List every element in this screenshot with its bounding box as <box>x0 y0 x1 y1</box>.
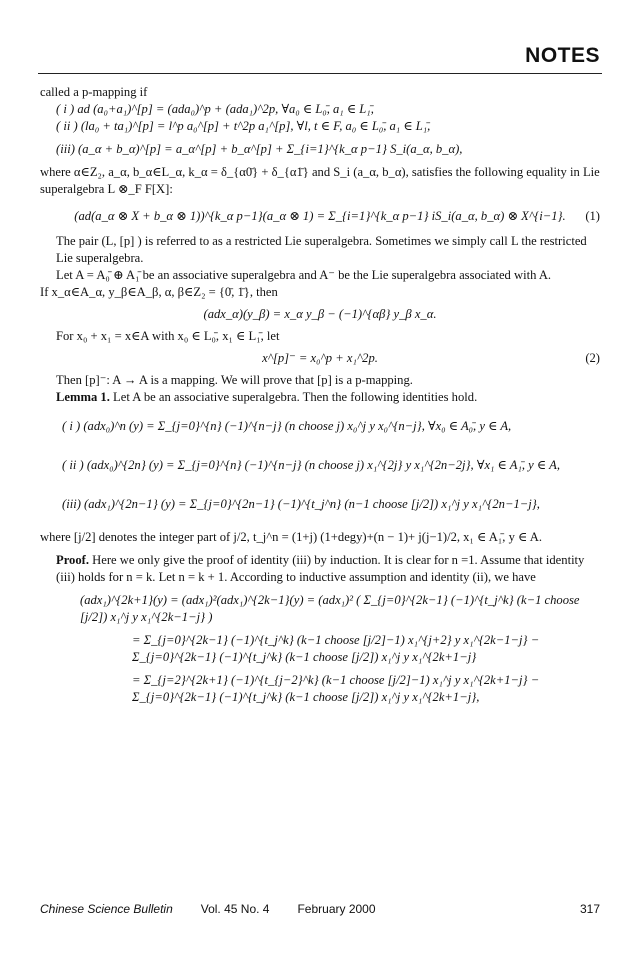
adx-equation: (adx_α)(y_β) = x_α y_β − (−1)^{αβ} y_β x_α. <box>203 307 437 321</box>
publication-date: February 2000 <box>297 902 376 916</box>
proof-paragraph <box>40 552 600 586</box>
lemma-identity-iii: (iii) (adx₁)^{2n−1} (y) = Σ_{j=0}^{2n−1} (−1)^{t_j^n} (n−1 choose [j/2]) x₁^j y x₁^{2n−1−j}, <box>62 497 540 511</box>
lemma-identity-ii: ( ii ) (adx₀)^{2n} (y) = Σ_{j=0}^{n} (−1)^{n−j} (n choose j) x₁^{2j} y x₁^{2n−2j}, ∀x₁ ∈ A₁̄, y ∈ A, <box>62 458 560 472</box>
where-paragraph: where α∈Z₂, a_α, b_α∈L_α, k_α = δ_{α0̄} + δ_{α1̄} and S_i (a_α, b_α), satisfies the following equality in Lie superalgebra L ⊗_F F[X]: <box>40 165 600 196</box>
lemma-text: Let A be an associative superalgebra. Then the following identities hold. <box>113 390 478 404</box>
condition-i: ( i ) ad (a₀+a₁)^[p] = (ada₀)^p + (ada₁)^2p, ∀a₀ ∈ L₀̄, a₁ ∈ L₁̄, <box>56 102 374 116</box>
derivation-line-2: = Σ_{j=0}^{2k−1} (−1)^{t_j^k} (k−1 choose [j/2]−1) x₁^{j+2} y x₁^{2k−1−j} − Σ_{j=0}^{2k−1} (−1)^{t_j^k} (k−1 choose [j/2]) x₁^j y x₁^{2k+1−j} <box>132 633 540 664</box>
lemma-identity-i: ( i ) (adx₀)^n (y) = Σ_{j=0}^{n} (−1)^{n−j} (n choose j) x₀^j y x₀^{n−j}, ∀x₀ ∈ A₀̄, y ∈ A, <box>62 419 512 433</box>
equation-2-number: (2) <box>585 351 600 365</box>
derivation-line-3: = Σ_{j=2}^{2k+1} (−1)^{t_{j−2}^k} (k−1 choose [j/2]−1) x₁^j y x₁^{2k+1−j} − Σ_{j=0}^{2k−1} (−1)^{t_j^k} (k−1 choose [j/2]) x₁^j y x₁^{2k+1−j}, <box>132 673 540 704</box>
equation-1 <box>40 208 600 225</box>
lemma-label: Lemma 1. <box>56 390 110 404</box>
for-paragraph: For x₀ + x₁ = x∈A with x₀ ∈ L₀̄, x₁ ∈ L₁̄, let <box>56 329 280 343</box>
equation-2 <box>40 350 600 367</box>
proof-text: Here we only give the proof of identity (iii) by induction. It is clear for n =1. Assume that identity (iii) holds for n = k. Let n = k + 1. According to inductive assumption and identity (ii), we have <box>56 553 585 584</box>
let-paragraph: Let A = A₀̄ ⊕ A₁̄ be an associative superalgebra and A⁻ be the Lie superalgebra associated with A. <box>56 268 552 282</box>
equation-1-body: (ad(a_α ⊗ X + b_α ⊗ 1))^{k_α p−1}(a_α ⊗ 1) = Σ_{i=1}^{k_α p−1} iS_i(a_α, b_α) ⊗ X^{i−1}. <box>74 209 566 223</box>
journal-name: Chinese Science Bulletin <box>40 902 173 916</box>
then-paragraph: Then [p]⁻: A → A is a mapping. We will prove that [p] is a p-mapping. <box>56 373 413 387</box>
page-body <box>40 84 600 712</box>
lemma-1 <box>40 389 600 406</box>
page-number: 317 <box>579 902 600 916</box>
proof-label: Proof. <box>56 553 89 567</box>
equation-1-number: (1) <box>585 209 600 223</box>
equation-2-body: x^[p]⁻ = x₀^p + x₁^2p. <box>262 351 378 365</box>
derivation-line-1: (adx₁)^{2k+1}(y) = (adx₁)²(adx₁)^{2k−1}(y) = (adx₁)² ( Σ_{j=0}^{2k−1} (−1)^{t_j^k} (k−1 choose [j/2]) x₁^j y x₁^{2k−1−j} ) <box>80 593 580 624</box>
condition-iii: (iii) (a_α + b_α)^[p] = a_α^[p] + b_α^[p] + Σ_{i=1}^{k_α p−1} S_i(a_α, b_α), <box>56 142 463 156</box>
where-denotes-paragraph: where [j/2] denotes the integer part of j/2, t_j^n = (1+j) (1+degy)+(n − 1)+ j(j−1)/2, x₁ ∈ A₁̄, y ∈ A. <box>40 530 543 544</box>
volume-issue: Vol. 45 No. 4 <box>200 902 270 916</box>
page-footer <box>40 902 600 916</box>
section-header: NOTES <box>525 44 600 67</box>
pair-paragraph: The pair (L, [p] ) is referred to as a restricted Lie superalgebra. Sometimes we simply call L the restricted Lie superalgebra. <box>56 234 587 265</box>
intro-line: called a p-mapping if <box>40 85 148 99</box>
if-paragraph: If x_α∈A_α, y_β∈A_β, α, β∈Z₂ = {0̄, 1̄}, then <box>40 285 278 299</box>
induction-derivation <box>80 592 600 706</box>
header-rule <box>38 73 602 74</box>
condition-ii: ( ii ) (la₀ + ta₁)^[p] = l^p a₀^[p] + t^2p a₁^[p], ∀l, t ∈ F, a₀ ∈ L₀̄, a₁ ∈ L₁̄, <box>56 119 431 133</box>
